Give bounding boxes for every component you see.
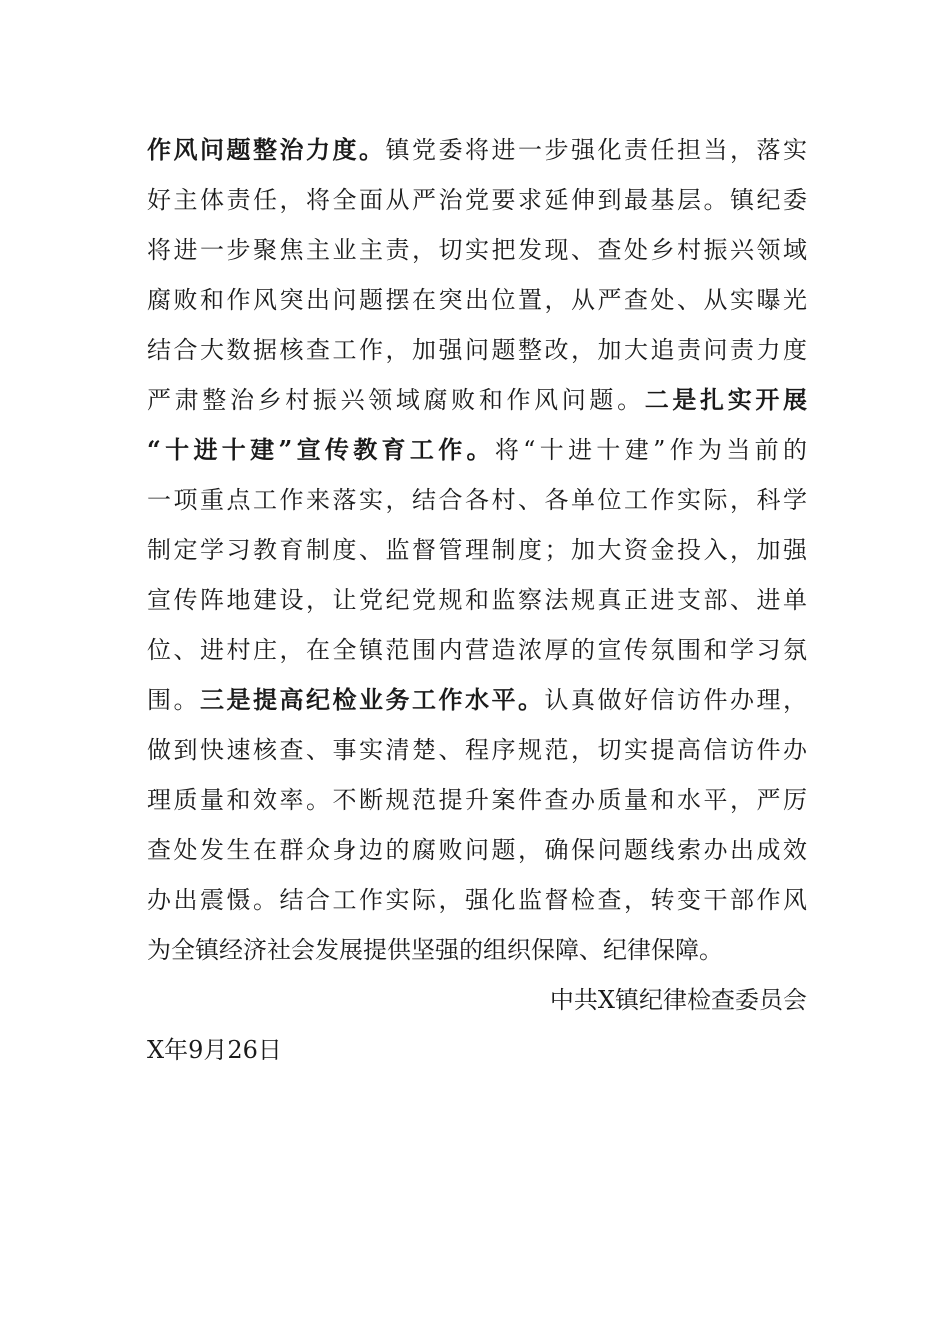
text-segment: 为全镇经济社会发展提供坚强的组织保障、纪律保障。 [147, 936, 723, 964]
signature: 中共X镇纪律检查委员会 [549, 986, 807, 1014]
text-segment: 腐败和作风突出问题摆在突出位置，从严查处、从实曝光 [147, 286, 807, 314]
text-segment: 做到快速核查、事实清楚、程序规范，切实提高信访件办 [147, 736, 807, 764]
text-segment: 位、进村庄，在全镇范围内营造浓厚的宣传氛围和学习氛 [147, 636, 807, 664]
text-segment: 认真做好信访件办理， [544, 686, 807, 714]
body-line [147, 925, 807, 975]
bold-heading-segment: 三是提高纪检业务工作水平。 [200, 685, 545, 714]
body-line [147, 125, 807, 175]
text-segment: 一项重点工作来落实，结合各村、各单位工作实际，科学 [147, 486, 807, 514]
text-segment: 将“十进十建”作为当前的 [494, 436, 807, 464]
document-date: X年9月26日 [147, 1036, 282, 1064]
body-line [147, 825, 807, 875]
bold-heading-segment: 二是扎实开展 [644, 385, 808, 414]
body-line [147, 175, 807, 225]
text-segment: 镇党委将进一步强化责任担当，落实 [385, 136, 807, 164]
body-line [147, 875, 807, 925]
body-line [147, 725, 807, 775]
text-segment: 办出震慑。结合工作实际，强化监督检查，转变干部作风 [147, 886, 807, 914]
body-line [147, 475, 807, 525]
text-segment: 将进一步聚焦主业主责，切实把发现、查处乡村振兴领域 [147, 236, 807, 264]
body-line [147, 775, 807, 825]
bold-heading-segment: “十进十建”宣传教育工作。 [147, 435, 495, 464]
body-line [147, 325, 807, 375]
text-segment: 制定学习教育制度、监督管理制度；加大资金投入，加强 [147, 536, 807, 564]
body-line [147, 225, 807, 275]
body-line [147, 425, 807, 475]
body-line [147, 575, 807, 625]
text-segment: 好主体责任，将全面从严治党要求延伸到最基层。镇纪委 [147, 186, 807, 214]
text-segment: 严肃整治乡村振兴领域腐败和作风问题。 [147, 386, 645, 414]
body-line [147, 675, 807, 725]
body-line [147, 275, 807, 325]
body-text [147, 125, 807, 975]
bold-heading-segment: 作风问题整治力度。 [147, 135, 386, 164]
body-line [147, 375, 807, 425]
document-page [147, 125, 807, 1075]
text-segment: 查处发生在群众身边的腐败问题，确保问题线索办出成效 [147, 836, 807, 864]
text-segment: 宣传阵地建设，让党纪党规和监察法规真正进支部、进单 [147, 586, 807, 614]
text-segment: 理质量和效率。不断规范提升案件查办质量和水平，严厉 [147, 786, 807, 814]
body-line [147, 525, 807, 575]
text-segment: 结合大数据核查工作，加强问题整改，加大追责问责力度 [147, 336, 807, 364]
body-line [147, 625, 807, 675]
text-segment: 围。 [147, 686, 200, 714]
